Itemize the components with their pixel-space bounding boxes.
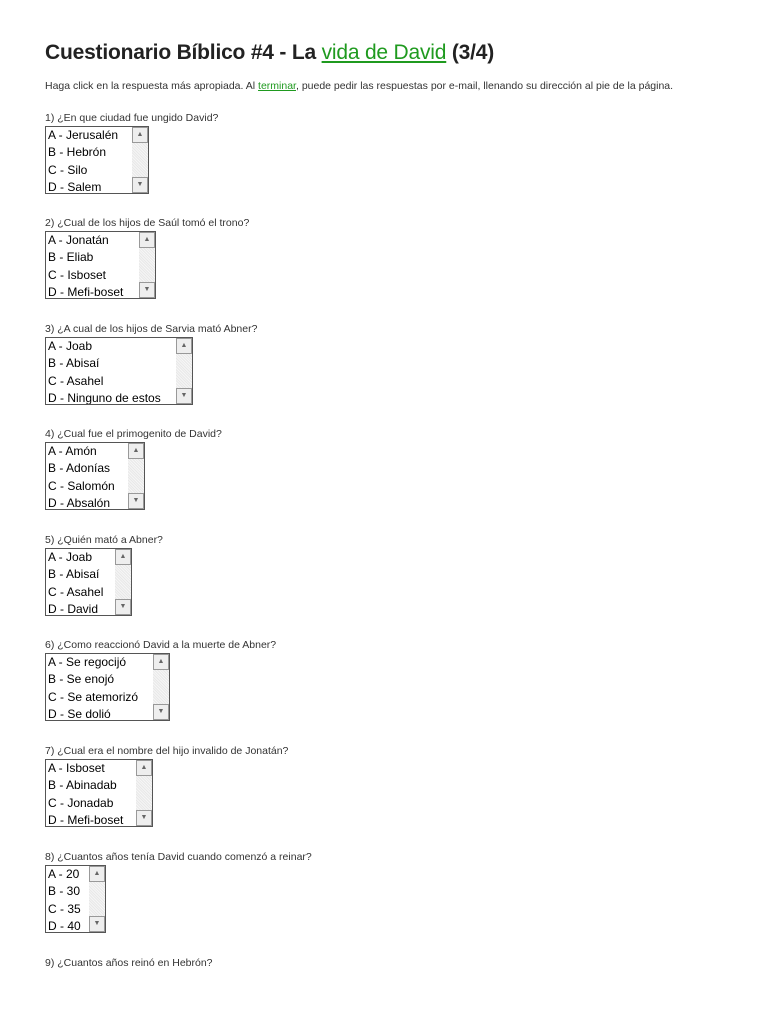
listbox-option[interactable]: A - Amón	[48, 444, 97, 458]
scroll-down-arrow-icon[interactable]: ▼	[139, 282, 155, 298]
scroll-down-arrow-icon[interactable]: ▼	[136, 810, 152, 826]
listbox-option[interactable]: C - Silo	[48, 162, 88, 177]
listbox-scrollbar[interactable]	[128, 443, 144, 509]
listbox-option[interactable]: C - Asahel	[48, 584, 104, 599]
listbox-option[interactable]: B - Abinadab	[48, 778, 117, 793]
listbox-option[interactable]: C - Asahel	[48, 373, 104, 388]
question-text: 5) ¿Quién mató a Abner?	[45, 534, 163, 546]
scroll-up-arrow-icon[interactable]: ▲	[139, 232, 155, 248]
listbox-option[interactable]: D - 40	[48, 918, 81, 932]
listbox-option[interactable]: C - 35	[48, 901, 81, 916]
listbox-option[interactable]: D - Ninguno de estos	[48, 390, 161, 404]
scroll-up-arrow-icon[interactable]: ▲	[176, 338, 192, 354]
answer-listbox[interactable]	[45, 126, 149, 194]
question-6	[45, 638, 276, 726]
listbox-options	[46, 760, 136, 826]
intro-text-before: Haga click en la respuesta más apropiada. Al	[45, 80, 259, 92]
listbox-scrollbar[interactable]	[153, 654, 169, 720]
listbox-options	[46, 654, 153, 720]
listbox-scrollbar[interactable]	[139, 232, 155, 298]
listbox-option[interactable]: C - Se atemorizó	[48, 689, 139, 704]
instructions-text	[45, 80, 673, 92]
listbox-option[interactable]: B - 30	[48, 884, 81, 899]
title-link-vida-de-david[interactable]: vida de David	[321, 41, 447, 64]
listbox-option[interactable]: A - Se regocijó	[48, 655, 127, 669]
question-9	[45, 956, 213, 970]
listbox-option[interactable]: B - Abisaí	[48, 356, 100, 371]
listbox-option[interactable]: B - Adonías	[48, 461, 111, 476]
scroll-down-arrow-icon[interactable]: ▼	[153, 704, 169, 720]
question-5	[45, 533, 163, 621]
listbox-option[interactable]: C - Salomón	[48, 478, 115, 493]
question-3	[45, 322, 257, 410]
listbox-option[interactable]: B - Se enojó	[48, 672, 115, 687]
scroll-down-arrow-icon[interactable]: ▼	[89, 916, 105, 932]
scroll-up-arrow-icon[interactable]: ▲	[89, 866, 105, 882]
scroll-up-arrow-icon[interactable]: ▲	[115, 549, 131, 565]
terminar-link[interactable]: terminar	[258, 80, 296, 92]
question-text: 4) ¿Cual fue el primogenito de David?	[45, 428, 222, 440]
listbox-scrollbar[interactable]	[136, 760, 152, 826]
intro-text-after: , puede pedir las respuestas por e-mail, llenando su dirección al pie de la página.	[295, 80, 674, 92]
answer-listbox[interactable]	[45, 337, 193, 405]
listbox-option[interactable]: A - 20	[48, 867, 80, 881]
listbox-scrollbar[interactable]	[89, 866, 105, 932]
listbox-scrollbar[interactable]	[176, 338, 192, 404]
question-text: 3) ¿A cual de los hijos de Sarvia mató Abner?	[45, 323, 258, 335]
answer-listbox[interactable]	[45, 442, 145, 510]
question-text: 2) ¿Cual de los hijos de Saúl tomó el trono?	[45, 217, 250, 229]
question-text: 7) ¿Cual era el nombre del hijo invalido de Jonatán?	[45, 745, 289, 757]
listbox-options	[46, 232, 139, 298]
listbox-option[interactable]: B - Eliab	[48, 250, 94, 265]
title-suffix: (3/4)	[446, 41, 495, 64]
scroll-up-arrow-icon[interactable]: ▲	[128, 443, 144, 459]
listbox-option[interactable]: A - Jerusalén	[48, 128, 119, 142]
answer-listbox[interactable]	[45, 231, 156, 299]
listbox-option[interactable]: B - Hebrón	[48, 145, 107, 160]
page-title	[45, 41, 494, 65]
listbox-options	[46, 127, 132, 193]
question-8	[45, 850, 312, 938]
listbox-option[interactable]: A - Jonatán	[48, 233, 109, 247]
listbox-option[interactable]: A - Isboset	[48, 761, 105, 775]
listbox-option[interactable]: B - Abisaí	[48, 567, 100, 582]
listbox-option[interactable]: D - Se dolió	[48, 706, 111, 720]
scroll-up-arrow-icon[interactable]: ▲	[132, 127, 148, 143]
listbox-option[interactable]: C - Isboset	[48, 267, 107, 282]
listbox-option[interactable]: D - Mefi-boset	[48, 812, 124, 826]
scroll-down-arrow-icon[interactable]: ▼	[115, 599, 131, 615]
question-2	[45, 216, 249, 304]
listbox-options	[46, 866, 89, 932]
question-text: 6) ¿Como reaccionó David a la muerte de Abner?	[45, 639, 277, 651]
question-text: 8) ¿Cuantos años tenía David cuando comenzó a reinar?	[45, 851, 312, 863]
answer-listbox[interactable]	[45, 759, 153, 827]
answer-listbox[interactable]	[45, 865, 106, 933]
title-prefix: Cuestionario Bíblico #4 - La	[45, 41, 322, 64]
question-text: 9) ¿Cuantos años reinó en Hebrón?	[45, 957, 213, 969]
question-4	[45, 427, 222, 515]
listbox-option[interactable]: A - Joab	[48, 550, 93, 564]
listbox-option[interactable]: D - Salem	[48, 179, 102, 193]
listbox-option[interactable]: C - Jonadab	[48, 795, 114, 810]
scroll-down-arrow-icon[interactable]: ▼	[132, 177, 148, 193]
listbox-scrollbar[interactable]	[115, 549, 131, 615]
listbox-option[interactable]: D - Absalón	[48, 495, 111, 509]
listbox-option[interactable]: A - Joab	[48, 339, 93, 353]
scroll-down-arrow-icon[interactable]: ▼	[176, 388, 192, 404]
scroll-up-arrow-icon[interactable]: ▲	[153, 654, 169, 670]
answer-listbox[interactable]	[45, 548, 132, 616]
question-1	[45, 111, 218, 199]
scroll-up-arrow-icon[interactable]: ▲	[136, 760, 152, 776]
question-7	[45, 744, 288, 832]
listbox-option[interactable]: D - Mefi-boset	[48, 284, 124, 298]
listbox-option[interactable]: D - David	[48, 601, 99, 615]
question-text: 1) ¿En que ciudad fue ungido David?	[45, 112, 219, 124]
listbox-options	[46, 443, 128, 509]
listbox-scrollbar[interactable]	[132, 127, 148, 193]
listbox-options	[46, 338, 176, 404]
answer-listbox[interactable]	[45, 653, 170, 721]
listbox-options	[46, 549, 115, 615]
scroll-down-arrow-icon[interactable]: ▼	[128, 493, 144, 509]
